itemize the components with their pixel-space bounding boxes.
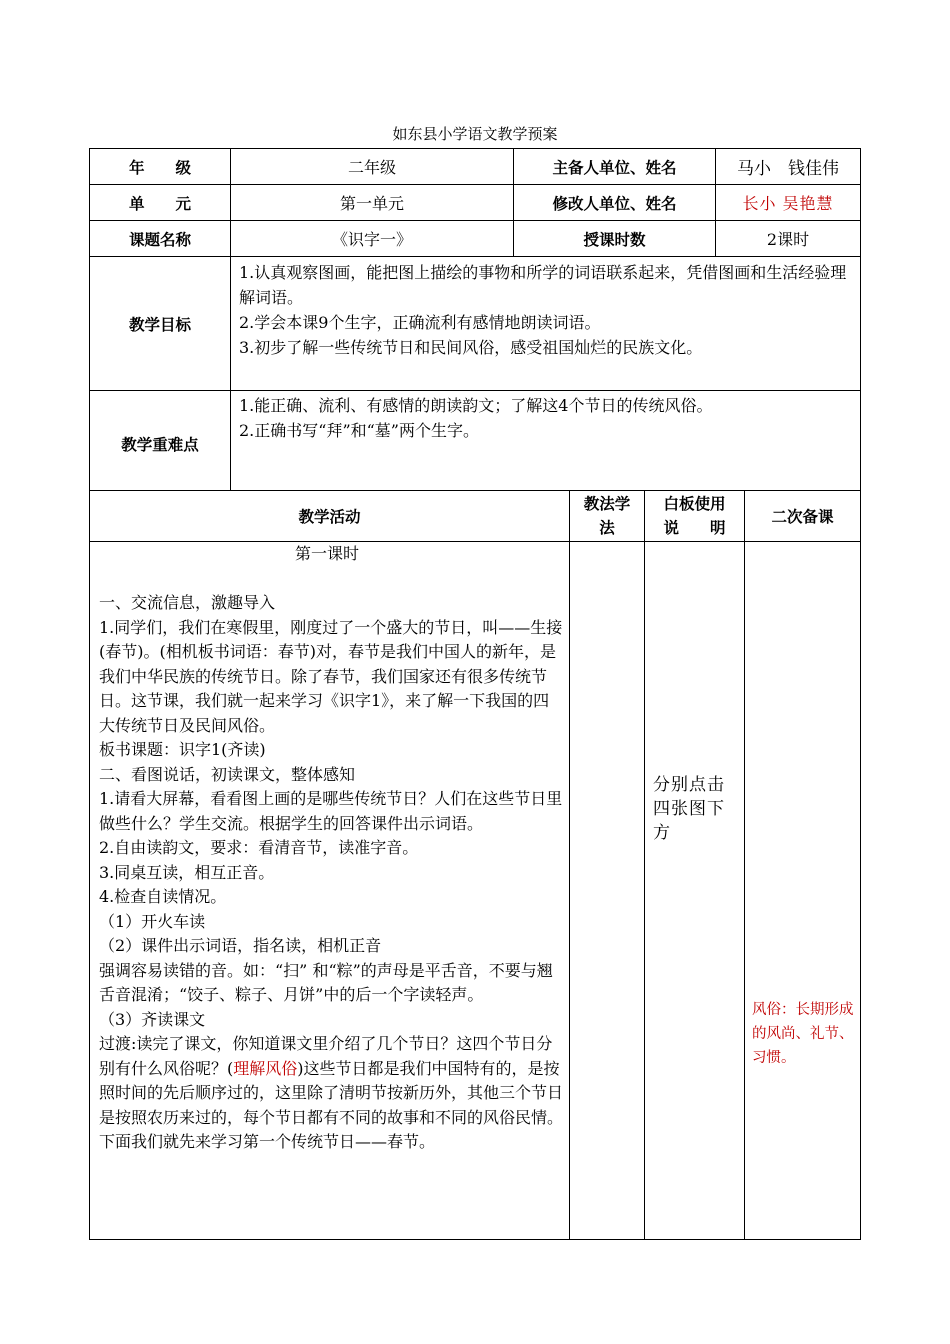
lesson-line: 1.请看大屏幕，看看图上画的是哪些传统节日？人们在这些节日里做些什么？学生交流。根据学生的回答课件出示词语。 xyxy=(99,789,563,833)
lesson-line: 板书课题：识字1(齐读) xyxy=(99,740,266,759)
goal-item: 3.初步了解一些传统节日和民间风俗，感受祖国灿烂的民族文化。 xyxy=(239,338,703,357)
method-cell xyxy=(570,542,645,1240)
lesson-line: 1.同学们，我们在寒假里，刚度过了一个盛大的节日，叫——生接(春节)。(相机板书词语：春节)对，春节是我们中国人的新年，是我们中华民族的传统节日。除了春节，我们国家还有很多传统节日。这节课，我们就一起来学习《识字1》，来了解一下我国的四大传统节日及民间风俗。 xyxy=(99,617,563,735)
second-prep-note: 风俗：长期形成的风尚、礼节、习惯。 xyxy=(745,542,861,1240)
board-usage-note: 分别点击四张图下方 xyxy=(645,542,745,1240)
lesson-line: （1）开火车读 xyxy=(99,911,206,931)
lesson-line: （3）齐读课文 xyxy=(99,1009,206,1029)
grade-value: 二年级 xyxy=(231,149,514,185)
lesson-line: 3.同桌互读，相互正音。 xyxy=(99,862,275,882)
col-second-header: 二次备课 xyxy=(745,491,861,542)
document-title: 如东县小学语文教学预案 xyxy=(392,125,558,143)
goals-table xyxy=(89,256,861,491)
key-points-content xyxy=(231,391,861,491)
col-activity-header: 教学活动 xyxy=(90,491,570,542)
lesson-line: 2.自由读韵文，要求：看清音节，读准字音。 xyxy=(99,838,419,857)
goals-content xyxy=(231,257,861,391)
activity-table xyxy=(89,490,861,1240)
goal-item: 1.认真观察图画，能把图上描绘的事物和所学的词语联系起来，凭借图画和生活经验理解词语。 xyxy=(239,263,847,307)
reviser-label: 修改人单位、姓名 xyxy=(514,185,716,221)
lesson-line: 强调容易读错的音。如：“扫” 和“粽”的声母是平舌音，不要与翘舌音混淆；“饺子、粽子、月饼”中的后一个字读轻声。 xyxy=(99,960,553,1004)
reviser-value: 长小 吴艳慧 xyxy=(716,185,861,221)
transition-text-start: 过渡:读完了课文，你知道课文里介绍了几个节日？这四个节日分别有什么风俗呢？( xyxy=(99,1034,553,1078)
transition-text-end: )这些节日都是我们中国特有的，是按照时间的先后顺序过的，这里除了清明节按新历外，其他三个节日是按照农历来过的，每个节日都有不同的故事和不同的风俗民情。下面我们就先来学习第一个传统节日——春节。 xyxy=(99,1058,564,1151)
period-title: 第一课时 xyxy=(294,544,359,563)
hours-value: 2课时 xyxy=(716,221,861,257)
header-table xyxy=(89,148,861,257)
lesson-line: 4.检查自读情况。 xyxy=(99,887,227,906)
unit-value: 第一单元 xyxy=(231,185,514,221)
col-method-header: 教法学法 xyxy=(570,491,645,542)
unit-label: 单 元 xyxy=(90,185,231,221)
transition-highlight: 理解风俗 xyxy=(233,1058,298,1078)
lesson-line: 一、交流信息，激趣导入 xyxy=(99,593,276,612)
key-point-item: 1.能正确、流利、有感情的朗读韵文；了解这4个节日的传统风俗。 xyxy=(239,396,713,415)
goal-item: 2.学会本课9个生字，正确流利有感情地朗读词语。 xyxy=(239,313,601,332)
lesson-line: （2）课件出示词语，指名读，相机正音 xyxy=(99,936,382,955)
hours-label: 授课时数 xyxy=(514,221,716,257)
goals-label: 教学目标 xyxy=(90,257,231,391)
topic-label: 课题名称 xyxy=(90,221,231,257)
lesson-line: 二、看图说话，初读课文，整体感知 xyxy=(99,764,356,784)
key-points-label: 教学重难点 xyxy=(90,391,231,491)
lesson-content xyxy=(90,542,570,1240)
preparer-label: 主备人单位、姓名 xyxy=(514,149,716,185)
key-point-item: 2.正确书写“拜”和“墓”两个生字。 xyxy=(239,421,479,440)
grade-label: 年 级 xyxy=(90,149,231,185)
topic-value: 《识字一》 xyxy=(231,221,514,257)
col-board-header: 白板使用说 明 xyxy=(645,491,745,542)
transition-paragraph xyxy=(99,1032,565,1155)
preparer-value: 马小 钱佳伟 xyxy=(716,149,861,185)
